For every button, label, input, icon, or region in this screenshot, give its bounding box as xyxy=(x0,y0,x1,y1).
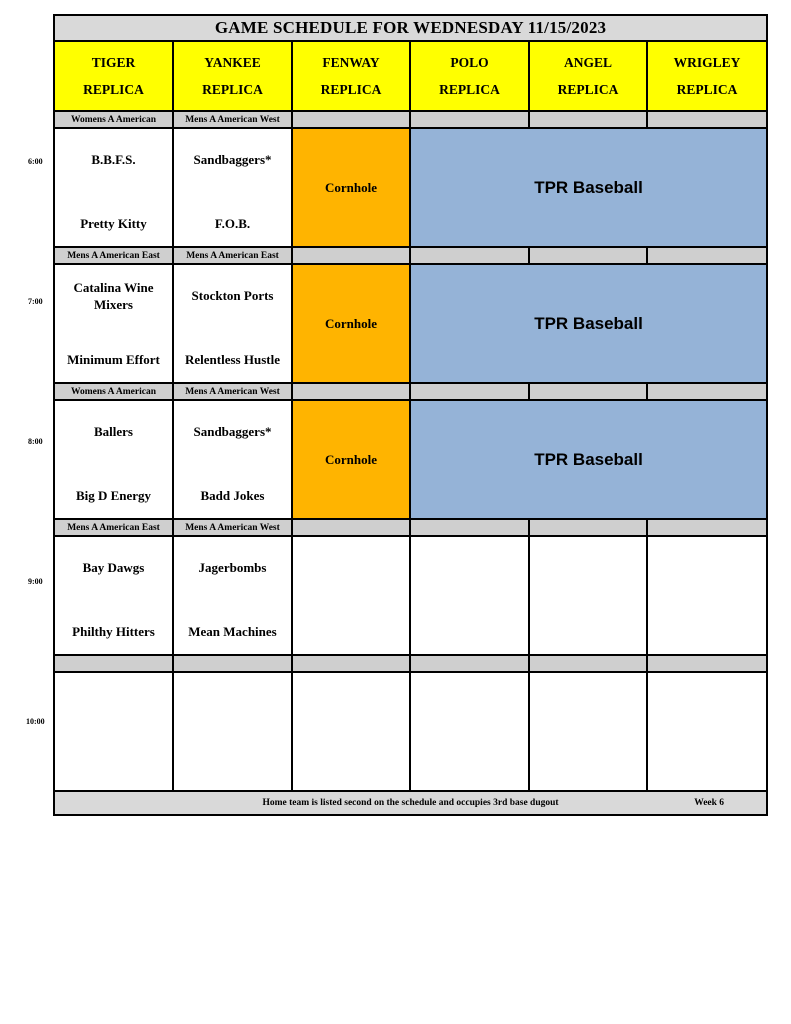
cornhole-block: Cornhole xyxy=(292,128,410,247)
division-blank xyxy=(292,519,410,536)
time-slot-row xyxy=(54,672,767,791)
tpr-baseball-block: TPR Baseball xyxy=(410,264,767,383)
division-row xyxy=(54,111,767,128)
empty-cell xyxy=(173,672,292,791)
division-row xyxy=(54,655,767,672)
cornhole-block: Cornhole xyxy=(292,264,410,383)
empty-cell xyxy=(54,672,173,791)
home-team: F.O.B. xyxy=(214,216,251,231)
division-blank xyxy=(529,655,647,672)
time-label-9: 9:00 xyxy=(28,577,43,586)
division-blank xyxy=(647,519,767,536)
game-cell-yankee xyxy=(173,536,292,655)
division-blank xyxy=(292,111,410,128)
game-cell-tiger xyxy=(54,264,173,383)
division-blank xyxy=(292,655,410,672)
away-team: Bay Dawgs xyxy=(82,560,145,575)
game-cell-tiger xyxy=(54,128,173,247)
empty-cell xyxy=(292,536,410,655)
division-label-tiger: Mens A American East xyxy=(54,519,173,536)
page-title: GAME SCHEDULE FOR WEDNESDAY 11/15/2023 xyxy=(54,15,767,41)
empty-cell xyxy=(529,536,647,655)
division-blank xyxy=(410,383,529,400)
game-cell-yankee xyxy=(173,264,292,383)
game-cell-yankee xyxy=(173,400,292,519)
time-label-7: 7:00 xyxy=(28,297,43,306)
division-row xyxy=(54,519,767,536)
tpr-baseball-block: TPR Baseball xyxy=(410,400,767,519)
empty-cell xyxy=(292,672,410,791)
time-label-8: 8:00 xyxy=(28,437,43,446)
field-name: POLO xyxy=(450,55,489,70)
field-name: WRIGLEY xyxy=(673,55,741,70)
empty-cell xyxy=(529,672,647,791)
title-row xyxy=(54,15,767,41)
game-cell-yankee xyxy=(173,128,292,247)
away-team: Sandbaggers* xyxy=(193,152,272,167)
division-blank xyxy=(292,247,410,264)
cornhole-block: Cornhole xyxy=(292,400,410,519)
field-header-angel xyxy=(529,41,647,111)
division-label-yankee: Mens A American West xyxy=(173,383,292,400)
field-name: FENWAY xyxy=(322,55,380,70)
division-label-tiger: Womens A American xyxy=(54,111,173,128)
time-label-6: 6:00 xyxy=(28,157,43,166)
game-cell-tiger xyxy=(54,536,173,655)
division-row xyxy=(54,383,767,400)
field-sub: REPLICA xyxy=(557,82,619,97)
field-sub: REPLICA xyxy=(676,82,738,97)
footer-row xyxy=(54,791,767,815)
division-label-yankee: Mens A American East xyxy=(173,247,292,264)
away-team: Ballers xyxy=(94,424,133,439)
field-sub: REPLICA xyxy=(439,82,500,97)
week-label: Week 6 xyxy=(694,798,725,808)
home-team: Big D Energy xyxy=(75,488,152,503)
schedule-sheet xyxy=(53,14,766,837)
away-team: B.B.F.S. xyxy=(91,152,136,167)
home-team: Pretty Kitty xyxy=(80,216,147,231)
away-team: Stockton Ports xyxy=(191,288,274,303)
division-label-tiger: Mens A American East xyxy=(54,247,173,264)
field-sub: REPLICA xyxy=(320,82,382,97)
home-team: Badd Jokes xyxy=(200,488,265,503)
division-blank xyxy=(529,247,647,264)
home-team: Relentless Hustle xyxy=(185,352,280,367)
home-team: Minimum Effort xyxy=(67,352,160,367)
field-header-polo xyxy=(410,41,529,111)
empty-cell xyxy=(647,536,767,655)
field-sub: REPLICA xyxy=(83,82,144,97)
empty-cell xyxy=(647,672,767,791)
time-slot-row xyxy=(54,128,767,247)
schedule-table xyxy=(53,14,768,816)
division-blank xyxy=(529,111,647,128)
game-cell-tiger xyxy=(54,400,173,519)
field-header-wrigley xyxy=(647,41,767,111)
division-blank xyxy=(529,519,647,536)
division-blank xyxy=(54,655,173,672)
time-slot-row xyxy=(54,536,767,655)
empty-cell xyxy=(410,672,529,791)
footer xyxy=(54,791,767,815)
division-row xyxy=(54,247,767,264)
away-team: Jagerbombs xyxy=(198,560,267,575)
field-header-yankee xyxy=(173,41,292,111)
division-blank xyxy=(410,247,529,264)
away-team: Sandbaggers* xyxy=(193,424,272,439)
field-header-fenway xyxy=(292,41,410,111)
tpr-baseball-block: TPR Baseball xyxy=(410,128,767,247)
field-name: YANKEE xyxy=(204,55,261,70)
time-slot-row xyxy=(54,400,767,519)
field-name: TIGER xyxy=(91,55,136,70)
away-team: Catalina Wine Mixers xyxy=(73,280,154,312)
empty-cell xyxy=(410,536,529,655)
division-label-yankee: Mens A American West xyxy=(173,519,292,536)
division-label-tiger: Womens A American xyxy=(54,383,173,400)
division-blank xyxy=(410,111,529,128)
field-header-tiger xyxy=(54,41,173,111)
home-team: Mean Machines xyxy=(188,624,277,639)
division-blank xyxy=(292,383,410,400)
division-blank xyxy=(647,655,767,672)
division-blank xyxy=(410,655,529,672)
division-blank xyxy=(529,383,647,400)
field-name: ANGEL xyxy=(563,55,612,70)
time-slot-row xyxy=(54,264,767,383)
division-blank xyxy=(647,383,767,400)
time-label-10: 10:00 xyxy=(26,717,45,726)
division-blank xyxy=(647,247,767,264)
division-blank xyxy=(647,111,767,128)
home-team: Philthy Hitters xyxy=(72,624,155,639)
footer-note: Home team is listed second on the schedule and occupies 3rd base dugout xyxy=(262,798,559,808)
field-sub: REPLICA xyxy=(202,82,263,97)
division-blank xyxy=(410,519,529,536)
division-blank xyxy=(173,655,292,672)
field-header-row xyxy=(54,41,767,111)
division-label-yankee: Mens A American West xyxy=(173,111,292,128)
